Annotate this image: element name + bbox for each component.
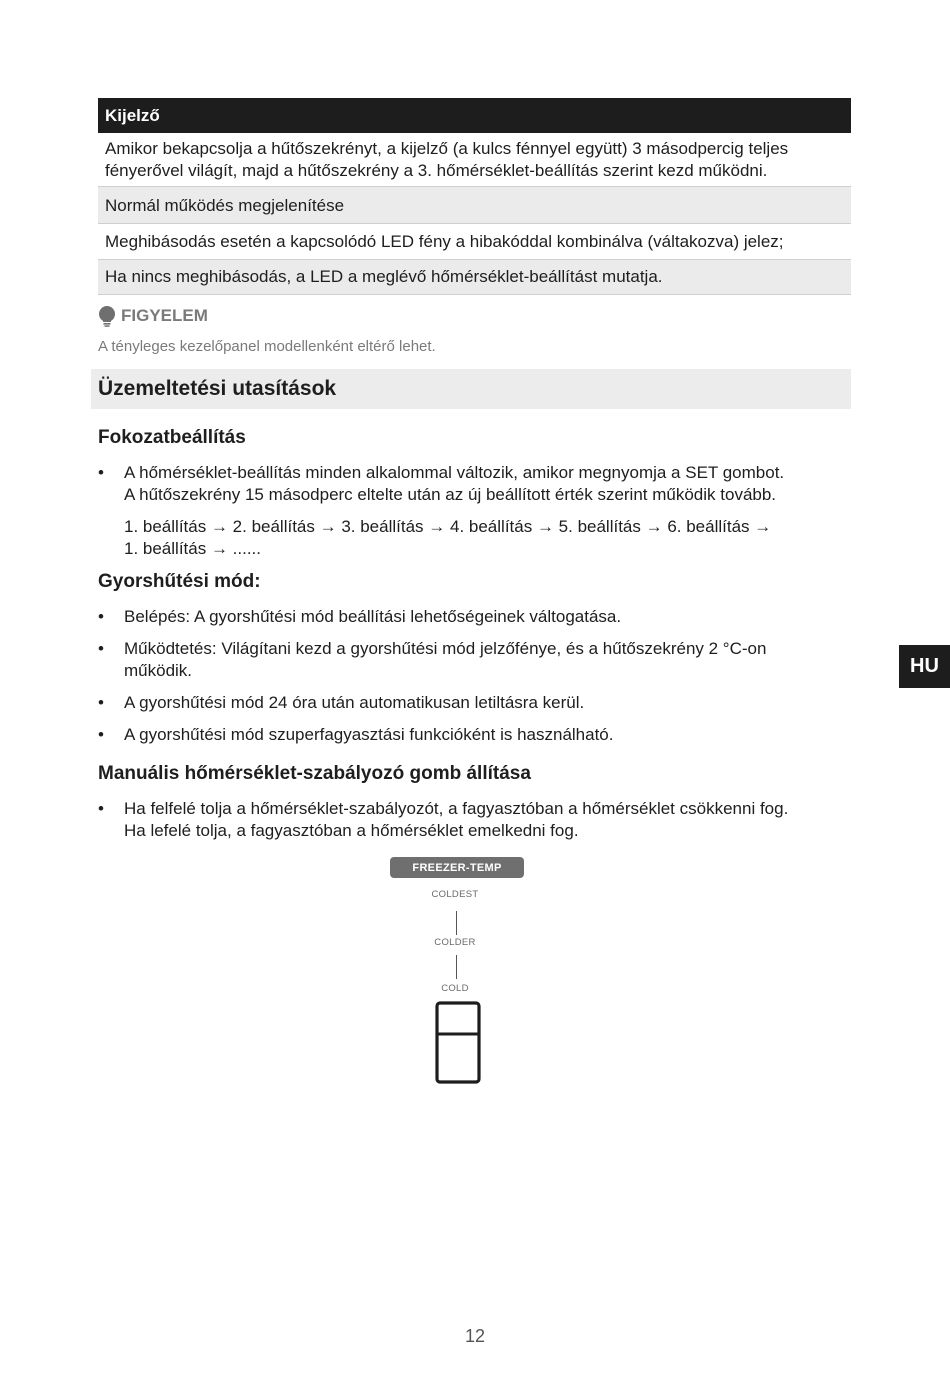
level-coldest: COLDEST [431, 889, 479, 900]
list-item-text: A gyorshűtési mód szuperfagyasztási funkcióként is használható. [124, 725, 614, 744]
display-row-1-line1: Amikor bekapcsolja a hűtőszekrényt, a kijelző (a kulcs fénnyel együtt) 3 másodpercig teljes [105, 139, 789, 158]
section-title: Üzemeltetési utasítások [91, 369, 851, 409]
page-number: 12 [464, 1326, 486, 1346]
setting-sequence-line: 1. beállítás → ...... [124, 539, 262, 558]
bullet-marker: • [98, 639, 104, 658]
bullet-marker: • [98, 799, 104, 818]
setting-sequence-line: 1. beállítás → 2. beállítás → 3. beállítás → 4. beállítás → 5. beállítás → 6. beállítás → [124, 517, 772, 536]
notice-heading [98, 306, 208, 326]
level-colder: COLDER [434, 937, 476, 948]
bullet-marker: • [98, 693, 104, 712]
list-item-text: A gyorshűtési mód 24 óra után automatikusan letiltásra kerül. [124, 693, 585, 712]
display-row-1 [98, 138, 851, 182]
list-item-text: Belépés: A gyorshűtési mód beállítási lehetőségeinek váltogatása. [124, 607, 622, 626]
list-item-line: A hűtőszekrény 15 másodperc eltelte után az új beállított érték szerint működik tovább. [124, 485, 777, 504]
display-row-4: Ha nincs meghibásodás, a LED a meglévő hőmérséklet-beállítást mutatja. [98, 260, 851, 294]
notice-title: FIGYELEM [121, 306, 208, 325]
scale-line [456, 911, 457, 935]
display-section-heading: Kijelző [98, 98, 851, 133]
language-tab: HU [899, 645, 950, 688]
display-row-1-line2: fényerővel világít, majd a hűtőszekrény a 3. hőmérséklet-beállítás szerint kezd működni. [105, 161, 768, 180]
setting-sequence [124, 516, 854, 560]
list-item-line: működik. [124, 661, 193, 680]
notice-text: A tényleges kezelőpanel modellenként eltérő lehet. [98, 338, 436, 355]
bullet-marker: • [98, 607, 104, 626]
list-item-line: Ha felfelé tolja a hőmérséklet-szabályozót, a fagyasztóban a hőmérséklet csökkenni fog. [124, 799, 789, 818]
display-row-3: Meghibásodás esetén a kapcsolódó LED fény a hibakóddal kombinálva (váltakozva) jelez; [105, 232, 784, 251]
fridge-icon [435, 1001, 481, 1089]
list-item-line: Ha lefelé tolja, a fagyasztóban a hőmérséklet emelkedni fog. [124, 821, 579, 840]
list-item-line: Működtetés: Világítani kezd a gyorshűtési mód jelzőfénye, és a hűtőszekrény 2 °C-on [124, 639, 767, 658]
bullet-marker: • [98, 463, 104, 482]
manual-knob-title: Manuális hőmérséklet-szabályozó gomb állítása [98, 763, 531, 784]
fast-cooling-title: Gyorshűtési mód: [98, 571, 261, 592]
lightbulb-icon [98, 306, 116, 326]
scale-line [456, 955, 457, 979]
freezer-temp-label: FREEZER-TEMP [390, 857, 524, 878]
display-row-2: Normál működés megjelenítése [98, 187, 851, 223]
list-item-line: A hőmérséklet-beállítás minden alkalommal változik, amikor megnyomja a SET gombot. [124, 463, 785, 482]
level-setting-title: Fokozatbeállítás [98, 427, 246, 448]
level-cold: COLD [441, 983, 469, 994]
table-divider [98, 294, 851, 295]
bullet-marker: • [98, 725, 104, 744]
